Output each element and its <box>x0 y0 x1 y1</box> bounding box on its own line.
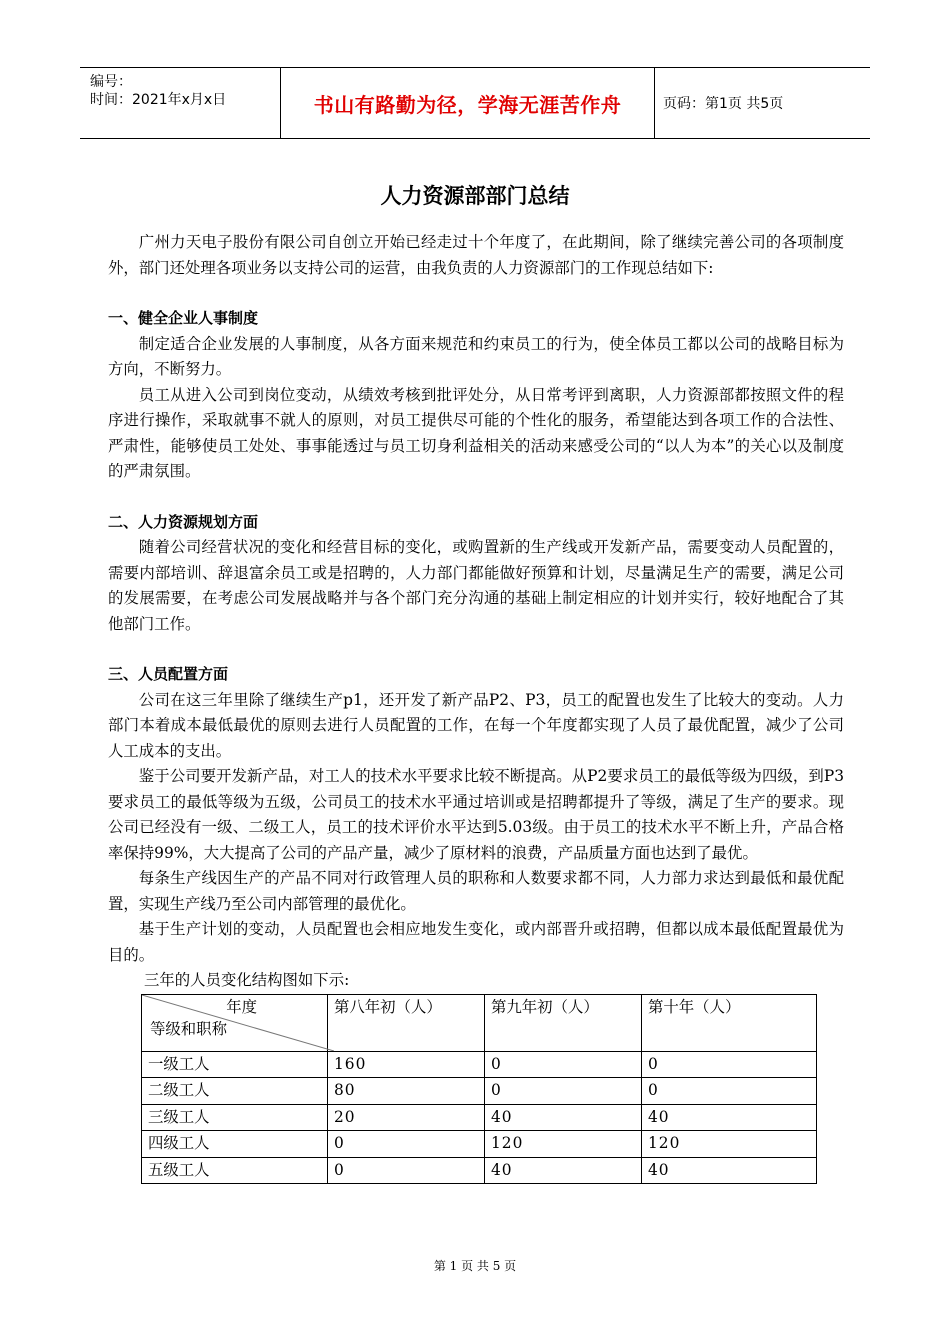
table-corner-cell <box>142 994 328 1051</box>
table-cell: 0 <box>642 1078 817 1105</box>
table-cell: 160 <box>328 1051 485 1078</box>
table-cell: 20 <box>328 1104 485 1131</box>
table-cell: 0 <box>642 1051 817 1078</box>
table-row <box>142 1104 817 1131</box>
document-body <box>108 230 844 1184</box>
row-label: 四级工人 <box>142 1131 328 1158</box>
doc-number-label: 编号： <box>90 74 132 90</box>
table-cell: 120 <box>485 1131 642 1158</box>
table-cell: 80 <box>328 1078 485 1105</box>
paragraph: 员工从进入公司到岗位变动，从绩效考核到批评处分，从日常考评到离职，人力资源部都按照文件的程序进行操作，采取就事不就人的原则，对员工提供尽可能的个性化的服务，希望能达到各项工作的合法性、严肃性，能够使员工处处、事事能透过与员工切身利益相关的活动来感受公司的“以人为本”的关心以及制度的严肃氛围。 <box>108 385 844 480</box>
paragraph: 每条生产线因生产的产品不同对行政管理人员的职称和人数要求都不同，人力部力求达到最低和最优配置，实现生产线乃至公司内部管理的最优化。 <box>108 869 844 913</box>
corner-label-grade: 等级和职称 <box>150 1020 227 1038</box>
paragraph: 公司在这三年里除了继续生产p1，还开发了新产品P2、P3，员工的配置也发生了比较大的变动。人力部门本着成本最低最优的原则去进行人员配置的工作，在每一个年度都实现了人员了最优配置，减少了公司人工成本的支出。 <box>108 690 844 760</box>
column-header: 第十年（人） <box>642 994 817 1051</box>
section-heading: 一、健全企业人事制度 <box>108 309 259 327</box>
table-row <box>142 1078 817 1105</box>
paragraph: 制定适合企业发展的人事制度，从各方面来规范和约束员工的行为，使全体员工都以公司的战略目标为方向，不断努力。 <box>108 334 844 378</box>
table-cell: 0 <box>328 1157 485 1184</box>
table-cell: 40 <box>485 1104 642 1131</box>
table-caption: 三年的人员变化结构图如下示: <box>144 971 350 989</box>
header-motto: 书山有路勤为径，学海无涯苦作舟 <box>281 68 655 138</box>
document-title: 人力资源部部门总结 <box>380 184 570 208</box>
corner-label-year: 年度 <box>226 997 257 1016</box>
column-header: 第九年初（人） <box>485 994 642 1051</box>
row-label: 三级工人 <box>142 1104 328 1131</box>
header-page-info: 页码：第1页 共5页 <box>663 96 784 112</box>
table-cell: 40 <box>642 1104 817 1131</box>
row-label: 一级工人 <box>142 1051 328 1078</box>
paragraph: 随着公司经营状况的变化和经营目标的变化，或购置新的生产线或开发新产品，需要变动人员配置的，需要内部培训、辞退富余员工或是招聘的，人力部门都能做好预算和计划，尽量满足生产的需要，满足公司的发展需要，在考虑公司发展战略并与各个部门充分沟通的基础上制定相应的计划并实行，较好地配合了其他部门工作。 <box>108 538 844 633</box>
table-row <box>142 1131 817 1158</box>
table-cell: 0 <box>485 1051 642 1078</box>
row-label: 二级工人 <box>142 1078 328 1105</box>
table-header-row <box>142 994 817 1051</box>
doc-time-label: 时间：2021年x月x日 <box>90 92 227 108</box>
column-header: 第八年初（人） <box>328 994 485 1051</box>
page-footer: 第 1 页 共 5 页 <box>433 1259 517 1273</box>
section-heading: 二、人力资源规划方面 <box>108 512 259 531</box>
table-row <box>142 1051 817 1078</box>
paragraph: 基于生产计划的变动，人员配置也会相应地发生变化，或内部晋升或招聘，但都以成本最低配置最优为目的。 <box>108 920 844 964</box>
table-cell: 40 <box>485 1157 642 1184</box>
intro-paragraph: 广州力天电子股份有限公司自创立开始已经走过十个年度了，在此期间，除了继续完善公司的各项制度外，部门还处理各项业务以支持公司的运营，由我负责的人力资源部门的工作现总结如下: <box>108 233 844 277</box>
table-cell: 40 <box>642 1157 817 1184</box>
paragraph: 鉴于公司要开发新产品，对工人的技术水平要求比较不断提高。从P2要求员工的最低等级为四级，到P3要求员工的最低等级为五级，公司员工的技术水平通过培训或是招聘都提升了等级，满足了生产的要求。现公司已经没有一级、二级工人，员工的技术评价水平达到5.03级。由于员工的技术水平不断上升，产品合格率保持99%，大大提高了公司的产品产量，减少了原材料的浪费，产品质量方面也达到了最优。 <box>108 767 844 862</box>
header-meta <box>80 68 281 138</box>
staff-change-table <box>141 994 817 1185</box>
page-header <box>80 67 870 139</box>
section-heading: 三、人员配置方面 <box>108 665 229 683</box>
table-row <box>142 1157 817 1184</box>
table-cell: 0 <box>485 1078 642 1105</box>
table-cell: 0 <box>328 1131 485 1158</box>
table-cell: 120 <box>642 1131 817 1158</box>
row-label: 五级工人 <box>142 1157 328 1184</box>
